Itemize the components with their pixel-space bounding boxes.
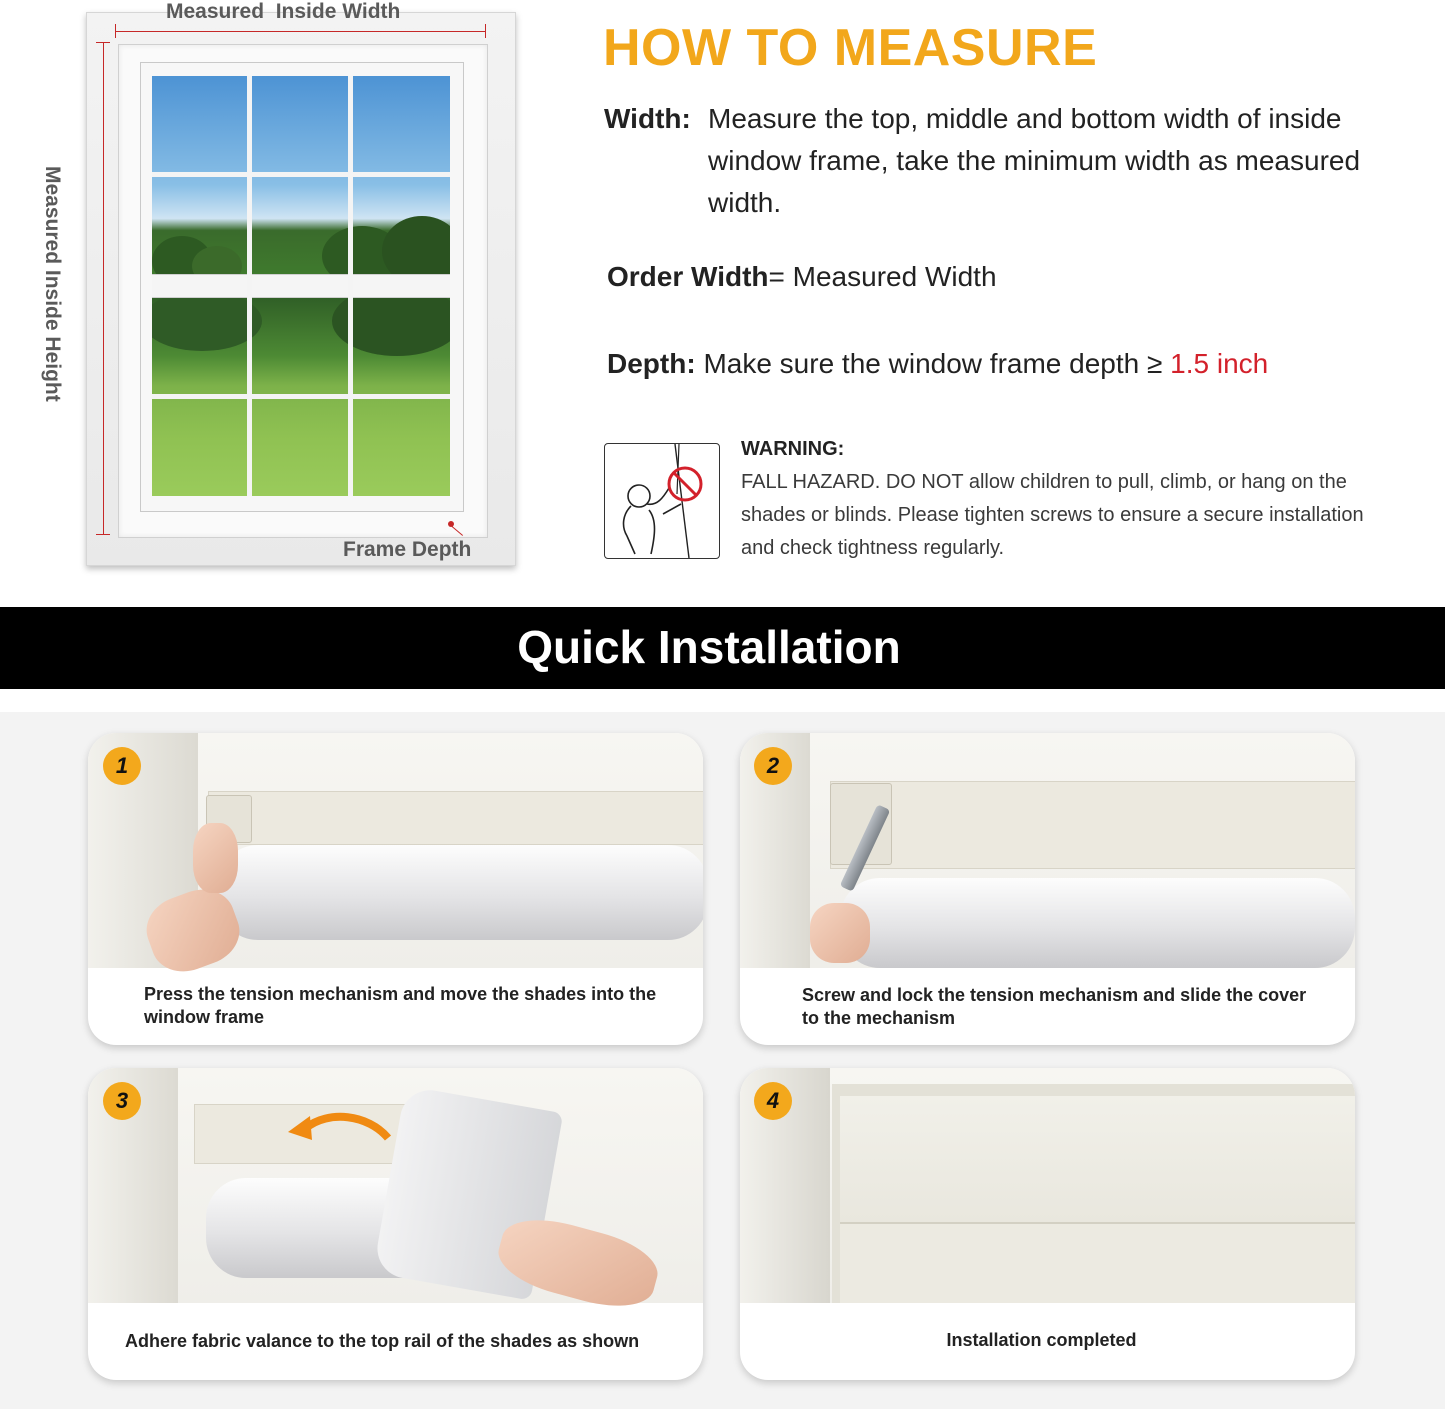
window-measure-diagram	[0, 0, 560, 600]
quick-installation-title: Quick Installation	[517, 621, 901, 673]
width-instruction: Measure the top, middle and bottom width of inside window frame, take the minimum width as measured width.	[708, 103, 1361, 218]
height-dimension-line	[103, 42, 104, 534]
frame-depth-label: Frame Depth	[343, 538, 472, 561]
step-2-badge: 2	[754, 747, 792, 785]
window-glass	[152, 76, 450, 496]
inside-height-label: Measured Inside Height	[41, 166, 64, 402]
step-1-caption: Press the tension mechanism and move the shades into the window frame	[144, 984, 657, 1027]
step-card-4	[740, 1068, 1355, 1380]
depth-text: Make sure the window frame depth ≥	[703, 348, 1171, 379]
warning-title: WARNING:	[741, 438, 845, 460]
depth-line	[607, 343, 1268, 385]
order-width-text: = Measured Width	[768, 261, 997, 292]
order-width-label: Order Width	[607, 261, 769, 292]
how-to-measure-title: HOW TO MEASURE	[603, 19, 1098, 77]
step-3-photo	[88, 1068, 703, 1303]
child-fall-hazard-icon	[604, 443, 720, 559]
step-card-2	[740, 733, 1355, 1045]
orange-arrow-icon	[288, 1108, 398, 1148]
step-2-photo	[740, 733, 1355, 968]
step-card-3	[88, 1068, 703, 1380]
order-width-line	[607, 256, 997, 298]
inside-width-label: Measured Inside Width	[166, 0, 401, 23]
step-3-badge: 3	[103, 1082, 141, 1120]
step-4-photo	[740, 1068, 1355, 1303]
width-label: Width:	[604, 103, 691, 134]
warning-body: FALL HAZARD. DO NOT allow children to pull, climb, or hang on the shades or blinds. Please tighten screws to ensure a secure installation and check tightness regularly.	[741, 471, 1364, 559]
step-1-photo	[88, 733, 703, 968]
step-4-caption: Installation completed	[946, 1330, 1137, 1350]
width-dimension-line	[116, 31, 486, 32]
step-3-caption: Adhere fabric valance to the top rail of the shades as shown	[125, 1331, 640, 1351]
depth-value: 1.5 inch	[1170, 348, 1269, 379]
step-card-1	[88, 733, 703, 1045]
step-1-badge: 1	[103, 747, 141, 785]
step-2-caption: Screw and lock the tension mechanism and slide the cover to the mechanism	[802, 985, 1307, 1028]
depth-label: Depth:	[607, 348, 696, 379]
step-4-badge: 4	[754, 1082, 792, 1120]
